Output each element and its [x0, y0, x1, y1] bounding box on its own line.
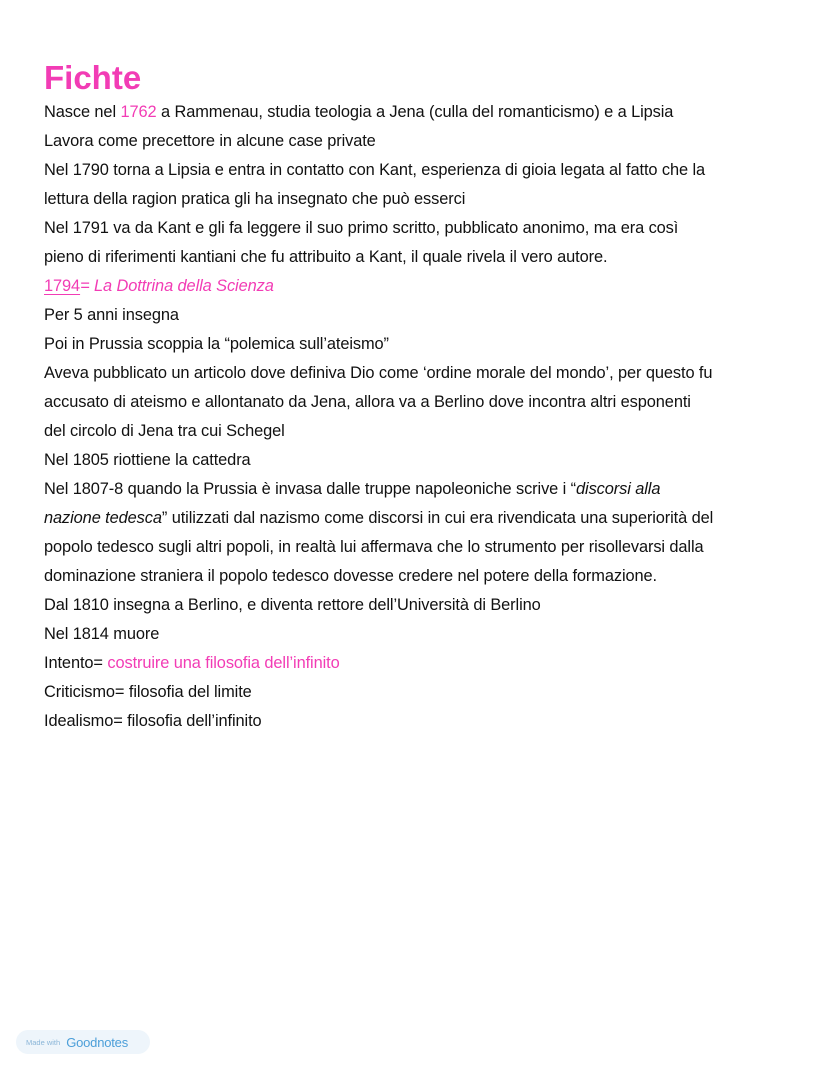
line-1790-cont: lettura della ragion pratica gli ha insegnato che può esserci: [44, 190, 466, 208]
line-1791-cont: pieno di riferimenti kantiani che fu attribuito a Kant, il quale rivela il vero autore.: [44, 248, 608, 266]
line-birth: [44, 98, 794, 127]
line-article: Aveva pubblicato un articolo dove definiva Dio come ‘ordine morale del mondo’, per questo fu: [44, 364, 713, 382]
intent-text: costruire una filosofia dell’infinito: [107, 654, 340, 672]
text-segment: Intento=: [44, 654, 108, 672]
line-1805: Nel 1805 riottiene la cattedra: [44, 451, 251, 469]
line-1810: Dal 1810 insegna a Berlino, e diventa rettore dell’Università di Berlino: [44, 596, 541, 614]
text-segment: Nel 1807-8 quando la Prussia è invasa dalle truppe napoleoniche scrive i “: [44, 480, 577, 498]
line-article-end: del circolo di Jena tra cui Schegel: [44, 422, 285, 440]
line-1790: Nel 1790 torna a Lipsia e entra in contatto con Kant, esperienza di gioia legata al fatto che la: [44, 161, 706, 179]
line-1807: [44, 475, 794, 504]
equals-sign: =: [80, 277, 95, 295]
line-1807-cont: [44, 504, 794, 533]
year-1794: 1794: [44, 277, 81, 295]
line-polemic: Poi in Prussia scoppia la “polemica sull’ateismo”: [44, 335, 389, 353]
italic-work: nazione tedesca: [44, 509, 162, 527]
text-segment: ” utilizzati dal nazismo come discorsi in cui era rivendicata una superiorità del: [161, 509, 714, 527]
text-segment: a Rammenau, studia teologia a Jena (culla del romanticismo) e a Lipsia: [156, 103, 674, 121]
note-page: [44, 58, 794, 736]
goodnotes-badge[interactable]: [16, 1030, 150, 1054]
birth-year: 1762: [120, 103, 157, 121]
made-with-label: Made with: [26, 1037, 61, 1047]
line-1791: Nel 1791 va da Kant e gli fa leggere il suo primo scritto, pubblicato anonimo, ma era così: [44, 219, 679, 237]
line-work: Lavora come precettore in alcune case private: [44, 132, 376, 150]
line-article-cont: accusato di ateismo e allontanato da Jena, allora va a Berlino dove incontra altri esponenti: [44, 393, 691, 411]
line-idealism: Idealismo= filosofia dell’infinito: [44, 712, 262, 730]
line-1807-cont2: popolo tedesco sugli altri popoli, in realtà lui affermava che lo strumento per risollevarsi dalla: [44, 538, 704, 556]
note-body: [44, 98, 794, 736]
italic-work: discorsi alla: [576, 480, 661, 498]
line-intent: [44, 649, 794, 678]
line-criticism: Criticismo= filosofia del limite: [44, 683, 252, 701]
line-1794: [44, 272, 794, 301]
work-title: La Dottrina della Scienza: [94, 277, 274, 295]
line-teaching: Per 5 anni insegna: [44, 306, 179, 324]
text-segment: Nasce nel: [44, 103, 121, 121]
line-1814: Nel 1814 muore: [44, 625, 160, 643]
goodnotes-logo: Goodnotes: [66, 1034, 128, 1050]
line-1807-end: dominazione straniera il popolo tedesco dovesse credere nel potere della formazione.: [44, 567, 657, 585]
page-title: Fichte: [44, 59, 142, 96]
